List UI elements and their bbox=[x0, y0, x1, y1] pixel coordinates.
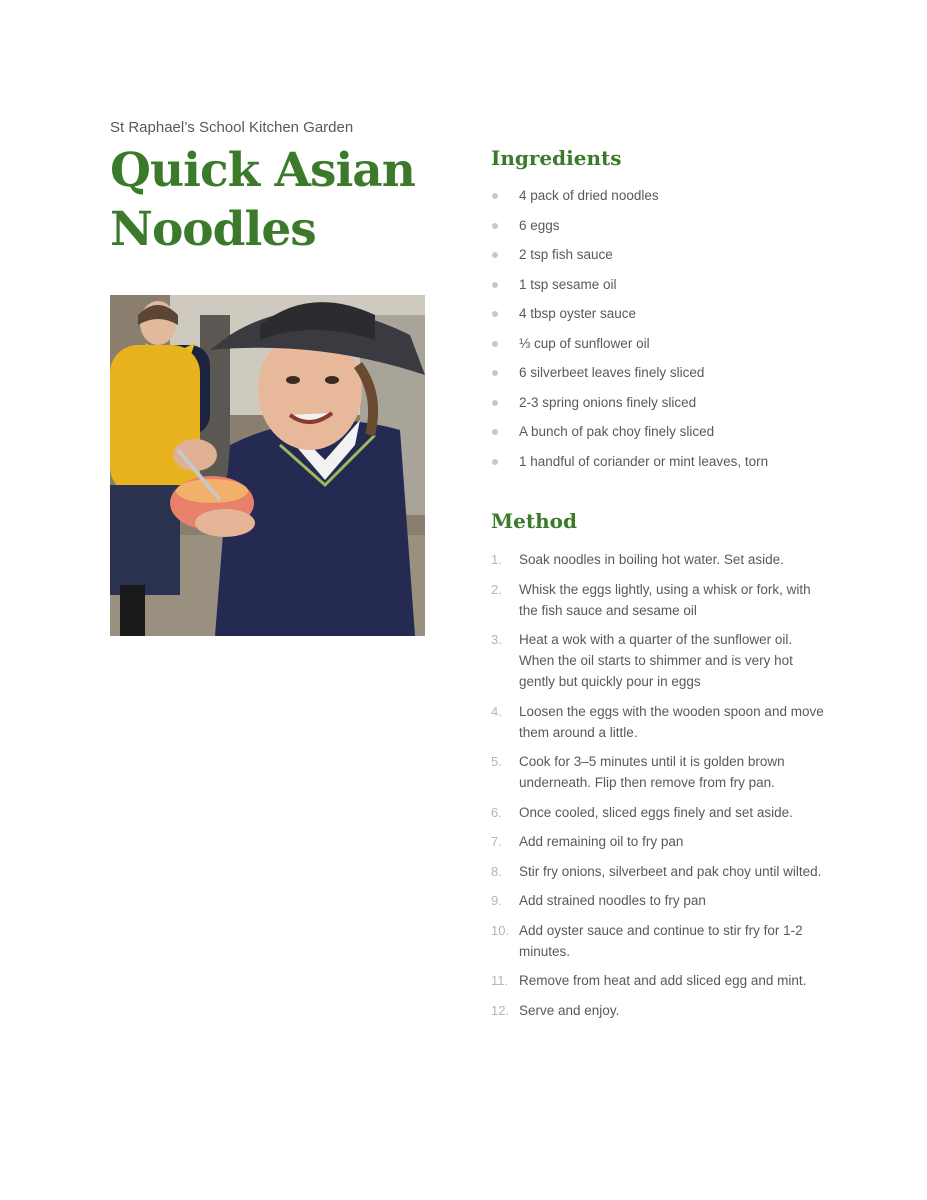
subtitle: St Raphael’s School Kitchen Garden bbox=[110, 119, 354, 136]
ingredient-text: ⅓ cup of sunflower oil bbox=[519, 335, 650, 351]
list-item bbox=[491, 890, 831, 911]
ingredient-text: 4 tbsp oyster sauce bbox=[519, 306, 637, 321]
list-item bbox=[491, 185, 851, 215]
recipe-photo bbox=[110, 295, 425, 636]
method-list bbox=[491, 549, 831, 1029]
title-line-2: Noodles bbox=[110, 202, 316, 257]
bullet-icon bbox=[492, 400, 498, 406]
step-number: 1. bbox=[491, 552, 502, 567]
list-item bbox=[491, 333, 851, 363]
step-number: 10. bbox=[491, 922, 510, 938]
ingredient-text: 6 silverbeet leaves finely sliced bbox=[519, 365, 705, 380]
step-text: Remove from heat and add sliced egg and mint. bbox=[519, 973, 807, 988]
step-text: Stir fry onions, silverbeet and pak choy until wilted. bbox=[519, 863, 822, 879]
bullet-icon bbox=[492, 341, 498, 347]
list-item bbox=[491, 751, 831, 793]
step-text: Add oyster sauce and continue to stir fry for 1-2 minutes. bbox=[519, 922, 803, 959]
list-item bbox=[491, 392, 851, 422]
list-item bbox=[491, 802, 831, 823]
step-text: Add remaining oil to fry pan bbox=[519, 834, 684, 849]
title-line-1: Quick Asian bbox=[110, 143, 415, 198]
step-number: 5. bbox=[491, 754, 502, 769]
step-number: 8. bbox=[491, 863, 502, 879]
bullet-icon bbox=[492, 311, 498, 317]
step-text: Cook for 3–5 minutes until it is golden brown underneath. Flip then remove from fry pan. bbox=[519, 754, 785, 790]
list-item bbox=[491, 451, 851, 481]
list-item bbox=[491, 549, 831, 570]
step-text: Soak noodles in boiling hot water. Set aside. bbox=[519, 552, 784, 567]
method-heading: Method bbox=[491, 509, 577, 533]
list-item bbox=[491, 303, 851, 333]
step-number: 4. bbox=[491, 703, 502, 719]
ingredient-text: 1 handful of coriander or mint leaves, torn bbox=[519, 453, 769, 469]
step-text: Add strained noodles to fry pan bbox=[519, 893, 706, 908]
list-item bbox=[491, 244, 851, 274]
page-title bbox=[110, 141, 450, 259]
bullet-icon bbox=[492, 193, 498, 199]
list-item bbox=[491, 215, 851, 245]
list-item bbox=[491, 831, 831, 852]
step-number: 6. bbox=[491, 804, 502, 820]
step-number: 3. bbox=[491, 632, 502, 647]
step-text: Whisk the eggs lightly, using a whisk or fork, with the fish sauce and sesame oil bbox=[519, 581, 811, 618]
list-item bbox=[491, 920, 831, 962]
ingredients-heading: Ingredients bbox=[491, 146, 622, 170]
step-number: 7. bbox=[491, 834, 502, 849]
step-text: Loosen the eggs with the wooden spoon and move them around a little. bbox=[519, 703, 824, 740]
bullet-icon bbox=[492, 252, 498, 258]
step-text: Once cooled, sliced eggs finely and set aside. bbox=[519, 804, 793, 820]
ingredient-text: 6 eggs bbox=[519, 217, 560, 233]
list-item bbox=[491, 861, 831, 882]
list-item bbox=[491, 629, 831, 692]
step-number: 9. bbox=[491, 893, 502, 908]
list-item bbox=[491, 362, 851, 392]
step-text: Heat a wok with a quarter of the sunflower oil. When the oil starts to shimmer and is very hot gently but quickly pour in eggs bbox=[519, 632, 793, 689]
list-item bbox=[491, 421, 851, 451]
bullet-icon bbox=[492, 223, 498, 229]
list-item bbox=[491, 701, 831, 743]
ingredient-text: 2-3 spring onions finely sliced bbox=[519, 394, 697, 410]
bullet-icon bbox=[492, 370, 498, 376]
list-item bbox=[491, 579, 831, 621]
ingredient-text: 4 pack of dried noodles bbox=[519, 188, 659, 203]
bullet-icon bbox=[492, 282, 498, 288]
step-text: Serve and enjoy. bbox=[519, 1002, 620, 1018]
step-number: 12. bbox=[491, 1002, 510, 1018]
list-item bbox=[491, 274, 851, 304]
bullet-icon bbox=[492, 429, 498, 435]
ingredient-text: A bunch of pak choy finely sliced bbox=[519, 424, 715, 439]
step-number: 11. bbox=[491, 973, 509, 988]
ingredients-list bbox=[491, 185, 851, 480]
list-item bbox=[491, 1000, 831, 1021]
step-number: 2. bbox=[491, 581, 502, 597]
ingredient-text: 1 tsp sesame oil bbox=[519, 276, 617, 292]
ingredient-text: 2 tsp fish sauce bbox=[519, 247, 613, 262]
bullet-icon bbox=[492, 459, 498, 465]
list-item bbox=[491, 970, 831, 991]
